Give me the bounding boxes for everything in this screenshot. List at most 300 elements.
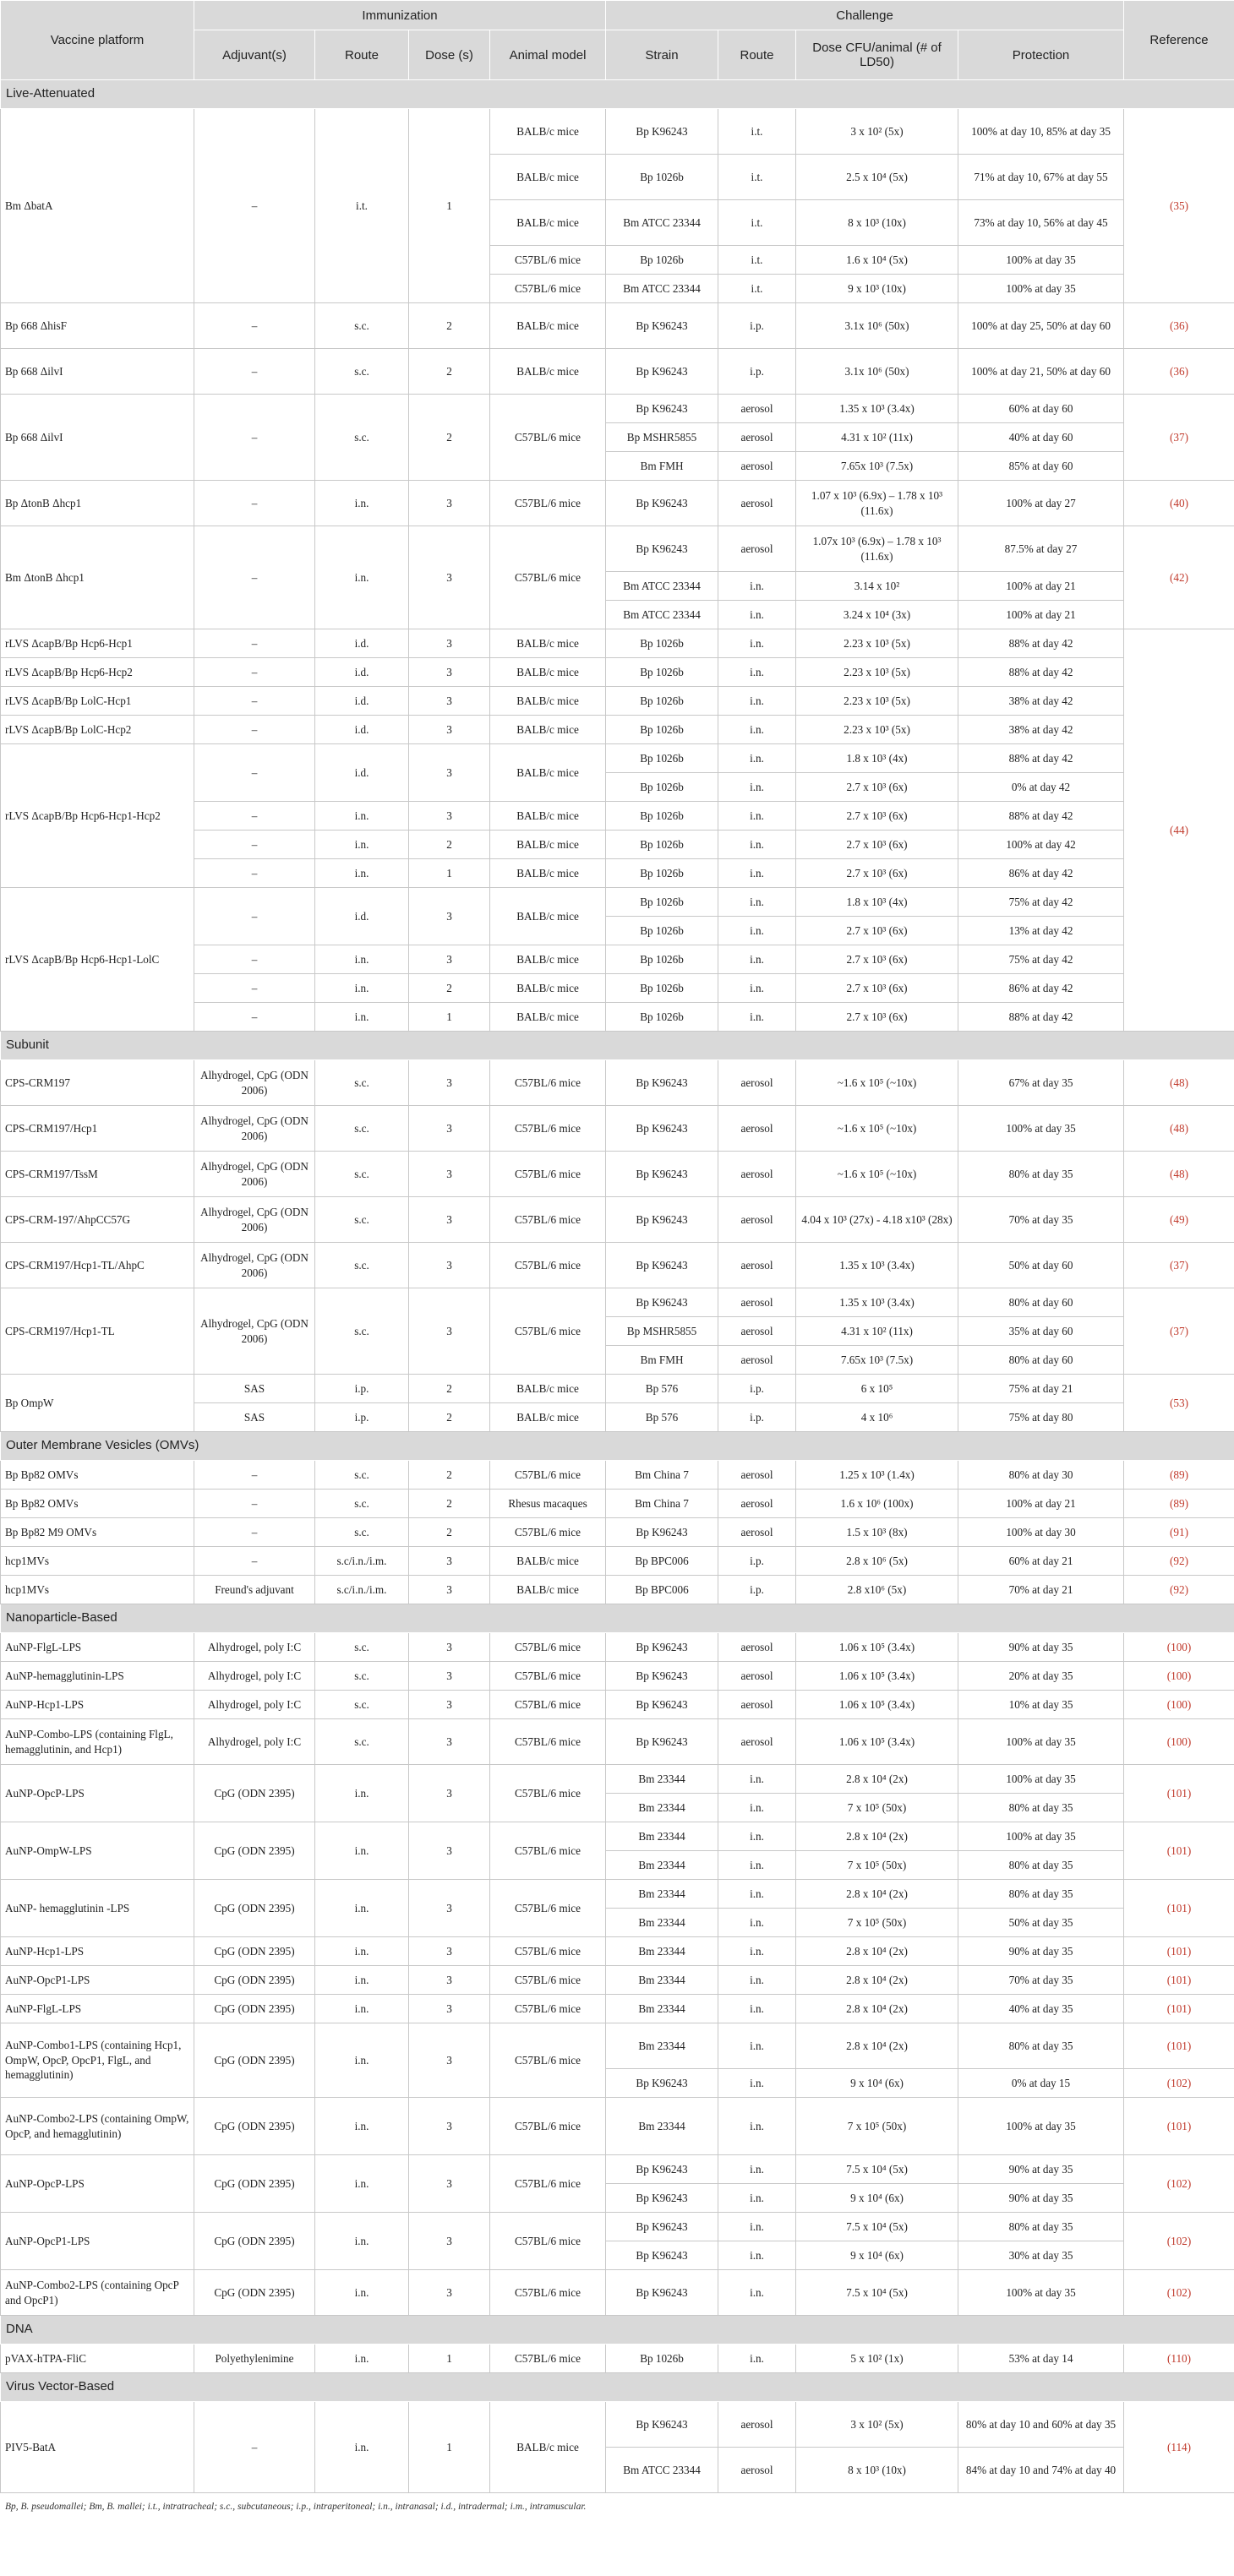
challenge-route-cell: i.t. bbox=[718, 109, 796, 155]
adjuvant-cell: Alhydrogel, CpG (ODN 2006) bbox=[194, 1197, 315, 1243]
dose-cfu-cell: 5 x 10² (1x) bbox=[796, 2345, 958, 2373]
dose-cfu-cell: 3.1x 10⁶ (50x) bbox=[796, 349, 958, 395]
platform-cell: AuNP-FlgL-LPS bbox=[1, 1633, 194, 1662]
animal-cell: C57BL/6 mice bbox=[490, 1197, 606, 1243]
dose-cfu-cell: 3.14 x 10² bbox=[796, 572, 958, 601]
challenge-route-cell: i.n. bbox=[718, 859, 796, 888]
col-reference: Reference bbox=[1124, 1, 1234, 80]
challenge-route-cell: i.n. bbox=[718, 917, 796, 945]
strain-cell: Bp 576 bbox=[606, 1375, 718, 1403]
route-cell: s.c. bbox=[315, 1633, 409, 1662]
dose-cfu-cell: 2.8 x 10⁴ (2x) bbox=[796, 1995, 958, 2023]
adjuvant-cell: – bbox=[194, 1490, 315, 1518]
route-cell: i.n. bbox=[315, 859, 409, 888]
strain-cell: Bp K96243 bbox=[606, 526, 718, 572]
challenge-route-cell: i.p. bbox=[718, 349, 796, 395]
challenge-route-cell: aerosol bbox=[718, 1288, 796, 1317]
challenge-route-cell: i.n. bbox=[718, 2098, 796, 2155]
challenge-route-cell: i.n. bbox=[718, 572, 796, 601]
challenge-route-cell: aerosol bbox=[718, 1662, 796, 1691]
animal-cell: BALB/c mice bbox=[490, 945, 606, 974]
col-dose-cfu: Dose CFU/animal (# of LD50) bbox=[796, 30, 958, 80]
dose-cfu-cell: 2.23 x 10³ (5x) bbox=[796, 687, 958, 716]
dose-count-cell: 2 bbox=[409, 974, 490, 1003]
challenge-route-cell: aerosol bbox=[718, 395, 796, 423]
dose-cfu-cell: 2.23 x 10³ (5x) bbox=[796, 629, 958, 658]
route-cell: i.n. bbox=[315, 802, 409, 831]
animal-cell: C57BL/6 mice bbox=[490, 1966, 606, 1995]
protection-cell: 60% at day 21 bbox=[958, 1547, 1124, 1576]
reference-cell: (91) bbox=[1124, 1518, 1234, 1547]
route-cell: s.c/i.n./i.m. bbox=[315, 1547, 409, 1576]
animal-cell: BALB/c mice bbox=[490, 109, 606, 155]
adjuvant-cell: – bbox=[194, 744, 315, 802]
protection-cell: 100% at day 35 bbox=[958, 1106, 1124, 1152]
platform-cell: CPS-CRM197/TssM bbox=[1, 1152, 194, 1197]
route-cell: s.c. bbox=[315, 395, 409, 481]
table-body bbox=[1, 80, 1234, 2493]
dose-count-cell: 3 bbox=[409, 2023, 490, 2098]
strain-cell: Bp K96243 bbox=[606, 481, 718, 526]
dose-count-cell: 1 bbox=[409, 859, 490, 888]
dose-cfu-cell: 2.7 x 10³ (6x) bbox=[796, 974, 958, 1003]
protection-cell: 100% at day 35 bbox=[958, 2270, 1124, 2316]
strain-cell: Bm ATCC 23344 bbox=[606, 601, 718, 629]
reference-cell: (102) bbox=[1124, 2213, 1234, 2270]
reference-cell: (101) bbox=[1124, 2023, 1234, 2069]
dose-cfu-cell: 2.7 x 10³ (6x) bbox=[796, 945, 958, 974]
protection-cell: 80% at day 60 bbox=[958, 1288, 1124, 1317]
reference-cell: (101) bbox=[1124, 2098, 1234, 2155]
dose-count-cell: 3 bbox=[409, 1106, 490, 1152]
dose-count-cell: 3 bbox=[409, 945, 490, 974]
adjuvant-cell: – bbox=[194, 1547, 315, 1576]
animal-cell: BALB/c mice bbox=[490, 155, 606, 200]
challenge-route-cell: i.n. bbox=[718, 2241, 796, 2270]
dose-cfu-cell: 2.7 x 10³ (6x) bbox=[796, 1003, 958, 1032]
strain-cell: Bm ATCC 23344 bbox=[606, 2448, 718, 2493]
strain-cell: Bp K96243 bbox=[606, 2184, 718, 2213]
animal-cell: C57BL/6 mice bbox=[490, 1662, 606, 1691]
animal-cell: C57BL/6 mice bbox=[490, 526, 606, 629]
protection-cell: 71% at day 10, 67% at day 55 bbox=[958, 155, 1124, 200]
dose-cfu-cell: 7.5 x 10⁴ (5x) bbox=[796, 2213, 958, 2241]
strain-cell: Bm China 7 bbox=[606, 1461, 718, 1490]
animal-cell: BALB/c mice bbox=[490, 687, 606, 716]
animal-cell: BALB/c mice bbox=[490, 744, 606, 802]
adjuvant-cell: – bbox=[194, 687, 315, 716]
dose-count-cell: 3 bbox=[409, 1995, 490, 2023]
dose-cfu-cell: 2.8 x 10⁴ (2x) bbox=[796, 2023, 958, 2069]
adjuvant-cell: Alhydrogel, poly I:C bbox=[194, 1691, 315, 1719]
protection-cell: 100% at day 21 bbox=[958, 601, 1124, 629]
reference-cell: (114) bbox=[1124, 2402, 1234, 2493]
animal-cell: BALB/c mice bbox=[490, 802, 606, 831]
dose-count-cell: 3 bbox=[409, 1060, 490, 1106]
animal-cell: BALB/c mice bbox=[490, 1576, 606, 1604]
adjuvant-cell: – bbox=[194, 831, 315, 859]
animal-cell: C57BL/6 mice bbox=[490, 2345, 606, 2373]
platform-cell: AuNP-hemagglutinin-LPS bbox=[1, 1662, 194, 1691]
challenge-route-cell: i.n. bbox=[718, 1995, 796, 2023]
strain-cell: Bp MSHR5855 bbox=[606, 1317, 718, 1346]
adjuvant-cell: – bbox=[194, 1518, 315, 1547]
dose-count-cell: 3 bbox=[409, 1197, 490, 1243]
route-cell: i.d. bbox=[315, 687, 409, 716]
dose-cfu-cell: 2.8 x 10⁴ (2x) bbox=[796, 1765, 958, 1794]
col-adjuvants: Adjuvant(s) bbox=[194, 30, 315, 80]
animal-cell: BALB/c mice bbox=[490, 831, 606, 859]
adjuvant-cell: CpG (ODN 2395) bbox=[194, 1937, 315, 1966]
dose-cfu-cell: 8 x 10³ (10x) bbox=[796, 2448, 958, 2493]
challenge-route-cell: i.p. bbox=[718, 1403, 796, 1432]
dose-cfu-cell: 4.31 x 10² (11x) bbox=[796, 1317, 958, 1346]
platform-cell: rLVS ΔcapB/Bp LolC-Hcp1 bbox=[1, 687, 194, 716]
dose-cfu-cell: 9 x 10⁴ (6x) bbox=[796, 2241, 958, 2270]
route-cell: i.d. bbox=[315, 716, 409, 744]
dose-cfu-cell: 2.7 x 10³ (6x) bbox=[796, 859, 958, 888]
challenge-route-cell: i.n. bbox=[718, 601, 796, 629]
animal-cell: BALB/c mice bbox=[490, 349, 606, 395]
protection-cell: 67% at day 35 bbox=[958, 1060, 1124, 1106]
animal-cell: C57BL/6 mice bbox=[490, 1719, 606, 1765]
animal-cell: C57BL/6 mice bbox=[490, 2155, 606, 2213]
platform-cell: hcp1MVs bbox=[1, 1547, 194, 1576]
dose-count-cell: 3 bbox=[409, 658, 490, 687]
strain-cell: Bp 1026b bbox=[606, 2345, 718, 2373]
dose-count-cell: 3 bbox=[409, 1822, 490, 1880]
route-cell: i.n. bbox=[315, 1003, 409, 1032]
platform-cell: hcp1MVs bbox=[1, 1576, 194, 1604]
strain-cell: Bm 23344 bbox=[606, 1909, 718, 1937]
strain-cell: Bm 23344 bbox=[606, 2098, 718, 2155]
protection-cell: 38% at day 42 bbox=[958, 687, 1124, 716]
route-cell: i.n. bbox=[315, 2402, 409, 2493]
col-doses: Dose (s) bbox=[409, 30, 490, 80]
animal-cell: BALB/c mice bbox=[490, 1375, 606, 1403]
protection-cell: 100% at day 35 bbox=[958, 275, 1124, 303]
dose-count-cell: 3 bbox=[409, 2155, 490, 2213]
reference-cell: (92) bbox=[1124, 1547, 1234, 1576]
challenge-route-cell: i.n. bbox=[718, 2345, 796, 2373]
strain-cell: Bp 1026b bbox=[606, 1003, 718, 1032]
strain-cell: Bp 1026b bbox=[606, 773, 718, 802]
reference-cell: (101) bbox=[1124, 1966, 1234, 1995]
reference-cell: (35) bbox=[1124, 109, 1234, 303]
platform-cell: PIV5-BatA bbox=[1, 2402, 194, 2493]
protection-cell: 13% at day 42 bbox=[958, 917, 1124, 945]
strain-cell: Bp K96243 bbox=[606, 2270, 718, 2316]
table-footnote: Bp, B. pseudomallei; Bm, B. mallei; i.t., intratracheal; s.c., subcutaneous; i.p., intraperitoneal; i.n., intranasal; i.d., intradermal; i.m., intramuscular. bbox=[5, 2502, 587, 2512]
animal-cell: C57BL/6 mice bbox=[490, 2023, 606, 2098]
dose-cfu-cell: 2.8 x 10⁴ (2x) bbox=[796, 1880, 958, 1909]
challenge-route-cell: i.n. bbox=[718, 1937, 796, 1966]
strain-cell: Bp 1026b bbox=[606, 246, 718, 275]
protection-cell: 90% at day 35 bbox=[958, 2184, 1124, 2213]
strain-cell: Bp K96243 bbox=[606, 1719, 718, 1765]
protection-cell: 0% at day 15 bbox=[958, 2069, 1124, 2098]
challenge-route-cell: i.n. bbox=[718, 1909, 796, 1937]
col-group-challenge: Challenge bbox=[606, 1, 1124, 30]
challenge-route-cell: i.n. bbox=[718, 945, 796, 974]
dose-count-cell: 3 bbox=[409, 1662, 490, 1691]
platform-cell: Bm ΔbatA bbox=[1, 109, 194, 303]
strain-cell: Bm 23344 bbox=[606, 1966, 718, 1995]
dose-cfu-cell: ~1.6 x 10⁵ (~10x) bbox=[796, 1060, 958, 1106]
dose-count-cell: 1 bbox=[409, 2345, 490, 2373]
dose-cfu-cell: 2.8 x 10⁴ (2x) bbox=[796, 1822, 958, 1851]
challenge-route-cell: i.n. bbox=[718, 1966, 796, 1995]
dose-cfu-cell: 7 x 10⁵ (50x) bbox=[796, 1909, 958, 1937]
adjuvant-cell: CpG (ODN 2395) bbox=[194, 1822, 315, 1880]
protection-cell: 100% at day 21 bbox=[958, 1490, 1124, 1518]
animal-cell: C57BL/6 mice bbox=[490, 246, 606, 275]
adjuvant-cell: – bbox=[194, 2402, 315, 2493]
protection-cell: 80% at day 35 bbox=[958, 1851, 1124, 1880]
protection-cell: 84% at day 10 and 74% at day 40 bbox=[958, 2448, 1124, 2493]
protection-cell: 80% at day 35 bbox=[958, 1794, 1124, 1822]
reference-cell: (48) bbox=[1124, 1106, 1234, 1152]
platform-cell: Bp ΔtonB Δhcp1 bbox=[1, 481, 194, 526]
dose-count-cell: 3 bbox=[409, 2270, 490, 2316]
protection-cell: 75% at day 42 bbox=[958, 945, 1124, 974]
protection-cell: 90% at day 35 bbox=[958, 2155, 1124, 2184]
challenge-route-cell: aerosol bbox=[718, 1346, 796, 1375]
challenge-route-cell: aerosol bbox=[718, 1518, 796, 1547]
platform-cell: AuNP-Combo2-LPS (containing OpcP and OpcP1) bbox=[1, 2270, 194, 2316]
challenge-route-cell: i.t. bbox=[718, 246, 796, 275]
dose-count-cell: 3 bbox=[409, 744, 490, 802]
route-cell: i.n. bbox=[315, 1995, 409, 2023]
platform-cell: AuNP-FlgL-LPS bbox=[1, 1995, 194, 2023]
route-cell: s.c. bbox=[315, 1106, 409, 1152]
reference-cell: (40) bbox=[1124, 481, 1234, 526]
protection-cell: 75% at day 42 bbox=[958, 888, 1124, 917]
section-subunit: Subunit bbox=[1, 1032, 1234, 1060]
route-cell: i.d. bbox=[315, 744, 409, 802]
protection-cell: 0% at day 42 bbox=[958, 773, 1124, 802]
dose-cfu-cell: 2.23 x 10³ (5x) bbox=[796, 658, 958, 687]
protection-cell: 75% at day 80 bbox=[958, 1403, 1124, 1432]
protection-cell: 90% at day 35 bbox=[958, 1937, 1124, 1966]
dose-cfu-cell: 2.7 x 10³ (6x) bbox=[796, 917, 958, 945]
animal-cell: BALB/c mice bbox=[490, 859, 606, 888]
protection-cell: 70% at day 35 bbox=[958, 1197, 1124, 1243]
reference-cell: (101) bbox=[1124, 1822, 1234, 1880]
dose-cfu-cell: 1.8 x 10³ (4x) bbox=[796, 888, 958, 917]
dose-count-cell: 3 bbox=[409, 1547, 490, 1576]
col-group-immunization: Immunization bbox=[194, 1, 606, 30]
route-cell: i.n. bbox=[315, 1880, 409, 1937]
protection-cell: 80% at day 30 bbox=[958, 1461, 1124, 1490]
dose-cfu-cell: 1.35 x 10³ (3.4x) bbox=[796, 1288, 958, 1317]
protection-cell: 88% at day 42 bbox=[958, 744, 1124, 773]
challenge-route-cell: i.n. bbox=[718, 658, 796, 687]
protection-cell: 40% at day 35 bbox=[958, 1995, 1124, 2023]
strain-cell: Bp K96243 bbox=[606, 1633, 718, 1662]
route-cell: s.c. bbox=[315, 303, 409, 349]
strain-cell: Bp K96243 bbox=[606, 2402, 718, 2448]
col-challenge-route: Route bbox=[718, 30, 796, 80]
dose-cfu-cell: 1.07 x 10³ (6.9x) – 1.78 x 10³ (11.6x) bbox=[796, 481, 958, 526]
challenge-route-cell: aerosol bbox=[718, 1633, 796, 1662]
challenge-route-cell: i.n. bbox=[718, 687, 796, 716]
animal-cell: BALB/c mice bbox=[490, 200, 606, 246]
platform-cell: pVAX-hTPA-FliC bbox=[1, 2345, 194, 2373]
protection-cell: 80% at day 35 bbox=[958, 1152, 1124, 1197]
dose-cfu-cell: 2.8 x 10⁴ (2x) bbox=[796, 1966, 958, 1995]
dose-count-cell: 3 bbox=[409, 888, 490, 945]
protection-cell: 38% at day 42 bbox=[958, 716, 1124, 744]
protection-cell: 100% at day 42 bbox=[958, 831, 1124, 859]
adjuvant-cell: CpG (ODN 2395) bbox=[194, 2155, 315, 2213]
dose-cfu-cell: 7 x 10⁵ (50x) bbox=[796, 1794, 958, 1822]
col-vaccine-platform: Vaccine platform bbox=[1, 1, 194, 80]
section-dna: DNA bbox=[1, 2316, 1234, 2345]
dose-count-cell: 3 bbox=[409, 2098, 490, 2155]
strain-cell: Bm 23344 bbox=[606, 1765, 718, 1794]
reference-cell: (42) bbox=[1124, 526, 1234, 629]
challenge-route-cell: aerosol bbox=[718, 1197, 796, 1243]
strain-cell: Bp K96243 bbox=[606, 2155, 718, 2184]
protection-cell: 20% at day 35 bbox=[958, 1662, 1124, 1691]
protection-cell: 88% at day 42 bbox=[958, 802, 1124, 831]
protection-cell: 10% at day 35 bbox=[958, 1691, 1124, 1719]
dose-cfu-cell: 9 x 10⁴ (6x) bbox=[796, 2069, 958, 2098]
reference-cell: (53) bbox=[1124, 1375, 1234, 1432]
dose-cfu-cell: 7.65x 10³ (7.5x) bbox=[796, 452, 958, 481]
route-cell: i.d. bbox=[315, 658, 409, 687]
dose-count-cell: 3 bbox=[409, 1765, 490, 1822]
platform-cell: Bp Bp82 OMVs bbox=[1, 1490, 194, 1518]
dose-cfu-cell: 9 x 10⁴ (6x) bbox=[796, 2184, 958, 2213]
dose-cfu-cell: 1.5 x 10³ (8x) bbox=[796, 1518, 958, 1547]
protection-cell: 73% at day 10, 56% at day 45 bbox=[958, 200, 1124, 246]
strain-cell: Bm 23344 bbox=[606, 1995, 718, 2023]
route-cell: s.c. bbox=[315, 1518, 409, 1547]
adjuvant-cell: Alhydrogel, CpG (ODN 2006) bbox=[194, 1243, 315, 1288]
animal-cell: C57BL/6 mice bbox=[490, 1765, 606, 1822]
dose-cfu-cell: 1.06 x 10⁵ (3.4x) bbox=[796, 1691, 958, 1719]
protection-cell: 70% at day 21 bbox=[958, 1576, 1124, 1604]
route-cell: i.n. bbox=[315, 2345, 409, 2373]
challenge-route-cell: i.n. bbox=[718, 974, 796, 1003]
strain-cell: Bp 1026b bbox=[606, 917, 718, 945]
platform-cell: Bm ΔtonB Δhcp1 bbox=[1, 526, 194, 629]
animal-cell: BALB/c mice bbox=[490, 888, 606, 945]
protection-cell: 80% at day 35 bbox=[958, 1880, 1124, 1909]
protection-cell: 88% at day 42 bbox=[958, 658, 1124, 687]
adjuvant-cell: Alhydrogel, poly I:C bbox=[194, 1662, 315, 1691]
adjuvant-cell: – bbox=[194, 974, 315, 1003]
challenge-route-cell: aerosol bbox=[718, 1490, 796, 1518]
strain-cell: Bp 1026b bbox=[606, 629, 718, 658]
dose-cfu-cell: 3 x 10² (5x) bbox=[796, 2402, 958, 2448]
challenge-route-cell: i.n. bbox=[718, 1851, 796, 1880]
reference-cell: (37) bbox=[1124, 1288, 1234, 1375]
dose-count-cell: 3 bbox=[409, 1937, 490, 1966]
protection-cell: 80% at day 35 bbox=[958, 2023, 1124, 2069]
reference-cell: (102) bbox=[1124, 2069, 1234, 2098]
strain-cell: Bm China 7 bbox=[606, 1490, 718, 1518]
reference-cell: (36) bbox=[1124, 303, 1234, 349]
route-cell: s.c/i.n./i.m. bbox=[315, 1576, 409, 1604]
strain-cell: Bp K96243 bbox=[606, 1662, 718, 1691]
dose-count-cell: 1 bbox=[409, 2402, 490, 2493]
dose-count-cell: 1 bbox=[409, 1003, 490, 1032]
strain-cell: Bp K96243 bbox=[606, 1152, 718, 1197]
animal-cell: C57BL/6 mice bbox=[490, 1106, 606, 1152]
strain-cell: Bp K96243 bbox=[606, 2241, 718, 2270]
dose-cfu-cell: 7.5 x 10⁴ (5x) bbox=[796, 2155, 958, 2184]
protection-cell: 100% at day 21, 50% at day 60 bbox=[958, 349, 1124, 395]
route-cell: i.t. bbox=[315, 109, 409, 303]
strain-cell: Bm ATCC 23344 bbox=[606, 275, 718, 303]
adjuvant-cell: CpG (ODN 2395) bbox=[194, 1765, 315, 1822]
dose-count-cell: 3 bbox=[409, 716, 490, 744]
strain-cell: Bm 23344 bbox=[606, 2023, 718, 2069]
adjuvant-cell: CpG (ODN 2395) bbox=[194, 2023, 315, 2098]
animal-cell: C57BL/6 mice bbox=[490, 1995, 606, 2023]
platform-cell: AuNP-Hcp1-LPS bbox=[1, 1691, 194, 1719]
dose-cfu-cell: 7.5 x 10⁴ (5x) bbox=[796, 2270, 958, 2316]
animal-cell: C57BL/6 mice bbox=[490, 395, 606, 481]
animal-cell: C57BL/6 mice bbox=[490, 1060, 606, 1106]
protection-cell: 100% at day 35 bbox=[958, 1822, 1124, 1851]
animal-cell: C57BL/6 mice bbox=[490, 2270, 606, 2316]
dose-cfu-cell: 1.07x 10³ (6.9x) – 1.78 x 10³ (11.6x) bbox=[796, 526, 958, 572]
reference-cell: (48) bbox=[1124, 1060, 1234, 1106]
route-cell: i.d. bbox=[315, 629, 409, 658]
dose-count-cell: 3 bbox=[409, 1880, 490, 1937]
adjuvant-cell: CpG (ODN 2395) bbox=[194, 1995, 315, 2023]
challenge-route-cell: aerosol bbox=[718, 2402, 796, 2448]
dose-cfu-cell: 2.8 x 10⁴ (2x) bbox=[796, 1937, 958, 1966]
strain-cell: Bm ATCC 23344 bbox=[606, 572, 718, 601]
platform-cell: AuNP-OpcP1-LPS bbox=[1, 2213, 194, 2270]
adjuvant-cell: CpG (ODN 2395) bbox=[194, 2098, 315, 2155]
protection-cell: 100% at day 27 bbox=[958, 481, 1124, 526]
dose-cfu-cell: 8 x 10³ (10x) bbox=[796, 200, 958, 246]
protection-cell: 88% at day 42 bbox=[958, 629, 1124, 658]
protection-cell: 90% at day 35 bbox=[958, 1633, 1124, 1662]
strain-cell: Bp MSHR5855 bbox=[606, 423, 718, 452]
challenge-route-cell: i.p. bbox=[718, 1547, 796, 1576]
protection-cell: 86% at day 42 bbox=[958, 859, 1124, 888]
dose-count-cell: 3 bbox=[409, 526, 490, 629]
protection-cell: 53% at day 14 bbox=[958, 2345, 1124, 2373]
protection-cell: 100% at day 30 bbox=[958, 1518, 1124, 1547]
route-cell: s.c. bbox=[315, 1152, 409, 1197]
reference-cell: (102) bbox=[1124, 2155, 1234, 2213]
platform-cell: Bp Bp82 OMVs bbox=[1, 1461, 194, 1490]
dose-cfu-cell: 4.31 x 10² (11x) bbox=[796, 423, 958, 452]
platform-cell: AuNP-OmpW-LPS bbox=[1, 1822, 194, 1880]
protection-cell: 80% at day 35 bbox=[958, 2213, 1124, 2241]
section-virus-vector: Virus Vector-Based bbox=[1, 2373, 1234, 2402]
challenge-route-cell: i.n. bbox=[718, 1765, 796, 1794]
protection-cell: 100% at day 35 bbox=[958, 246, 1124, 275]
dose-cfu-cell: ~1.6 x 10⁵ (~10x) bbox=[796, 1152, 958, 1197]
reference-cell: (89) bbox=[1124, 1461, 1234, 1490]
dose-cfu-cell: 7 x 10⁵ (50x) bbox=[796, 1851, 958, 1880]
section-nanoparticle: Nanoparticle-Based bbox=[1, 1604, 1234, 1633]
route-cell: i.n. bbox=[315, 526, 409, 629]
protection-cell: 100% at day 35 bbox=[958, 2098, 1124, 2155]
strain-cell: Bp K96243 bbox=[606, 395, 718, 423]
animal-cell: BALB/c mice bbox=[490, 629, 606, 658]
challenge-route-cell: aerosol bbox=[718, 452, 796, 481]
